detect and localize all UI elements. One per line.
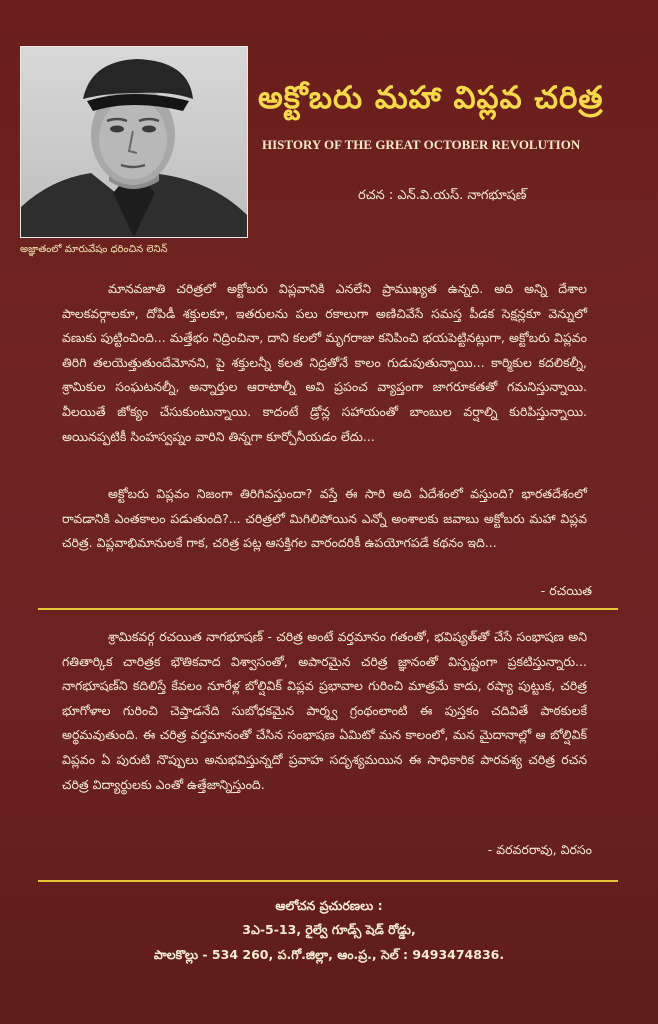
book-title-english: HISTORY OF THE GREAT OCTOBER REVOLUTION [262,137,581,152]
reviewer-signature: - వరవరరావు, విరసం [487,842,592,857]
section-divider [38,608,618,610]
book-title-telugu: అక్టోబరు మహా విప్లవ చరిత్ర [258,80,604,116]
blurb-paragraph-1: మానవజాతి చరిత్రలో అక్టోబరు విప్లవానికి ఎనలేని ప్రాముఖ్యత ఉన్నది. అది అన్ని దేశాల పాలకవర్గాలకూ, దోపిడీ శక్తులకూ, ఇతరులను పలు రకాలుగా అణిచివేసే సమస్త పీడక సెక్షన్లకూ వెన్నులో వణుకు పుట్టించింది... మత్తేభం నిద్రించినా, దాని కలలో మృగరాజు కనిపించి భయపెట్టినట్లుగా, అక్టోబరు విప్లవం తిరిగి తలయెత్తుతుందేమోనని, పై శక్తులన్నీ కలత నిద్రతోనే కాలం గుడుపుతున్నాయి... కార్మికుల కదలికల్నీ, శ్రామికుల సంఘటనల్నీ, అన్నార్తుల ఆరాటాల్నీ అవి ప్రపంచ వ్యాప్తంగా జాగరూకతతో గమనిస్తున్నాయి. వీలయితే జోక్యం చేసుకుంటున్నాయి. కాదంటే డ్రోన్ల సహాయంతో బాంబుల వర్షాల్ని కురిపిస్తున్నాయి. అయినప్పటికీ సింహస్వప్నం వారిని తిన్నగా కూర్చోనీయడం లేదు... [62,281,587,444]
publisher-address-2: పాలకొల్లు - 534 260, ప.గో.జిల్లా, ఆం.ప్ర., సెల్ : 9493474836. [153,947,505,962]
photo-caption: అజ్ఞాతంలో మారువేషం ధరించిన లెనిన్ [20,244,168,255]
publisher-name: ఆలోచన ప్రచురణలు : [275,898,383,913]
publisher-address-1: 3ఎ-5-13, రైల్వే గూడ్స్ షెడ్ రోడ్డు, [242,922,416,937]
review-paragraph: శ్రామికవర్గ రచయిత నాగభూషణ్ - చరిత్ర అంటే వర్తమానం గతంతో, భవిష్యత్‌తో చేసే సంభాషణ అని గతితార్కిక చారిత్రక భౌతికవాద విశ్వాసంతో, అపారమైన చరిత్ర జ్ఞానంతో విస్పష్టంగా ప్రకటిస్తున్నారు... నాగభూషణ్‌ని కదిలిస్తే కేవలం నూరేళ్ల బోల్షివిక్ విప్లవ ప్రభావాల గురించి మాత్రమే కాదు, రష్యా పుట్టుక, చరిత్ర భూగోళాల గురించి చెప్తాడనేది సుబోధకమైన పార్శ్వ గ్రంథంలాంటి ఈ పుస్తకం చదివితే పాఠకులకే అర్థమవుతుంది. ఈ చరిత్ర వర్తమానంతో చేసిన సంభాషణ ఏమిటో మన కాలంలో, మన మైదానాల్లో ఆ బోల్షివిక్ విప్లవం ఏ పురుటి నొప్పులు అనుభవిస్తున్నదో ప్రవాహ సదృశ్యమయిన ఈ సాధికారిక పారవశ్య చరిత్ర రచన చరిత్ర విద్యార్థులకు ఎంతో ఉత్తేజాన్నిస్తుంది. [62,629,587,792]
author-line: రచన : ఎన్.వి.యస్. నాగభూషణ్ [358,188,527,203]
footer-divider [38,880,618,882]
portrait-image [21,47,247,237]
blurb-paragraph-2: అక్టోబరు విప్లవం నిజంగా తిరిగివస్తుందా? వస్తే ఈ సారి అది ఏదేశంలో వస్తుంది? భారతదేశంలో రావడానికి ఎంతకాలం పడుతుంది?... చరిత్రలో మిగిలిపోయిన ఎన్నో అంశాలకు జవాబు అక్టోబరు మహా విప్లవ చరిత్ర. విప్లవాభిమానులకే గాక, చరిత్ర పట్ల ఆసక్తిగల వారందరికీ ఉపయోగపడే కథనం ఇది... [62,486,587,551]
lenin-photo [20,46,248,238]
author-signature: - రచయిత [540,583,592,598]
